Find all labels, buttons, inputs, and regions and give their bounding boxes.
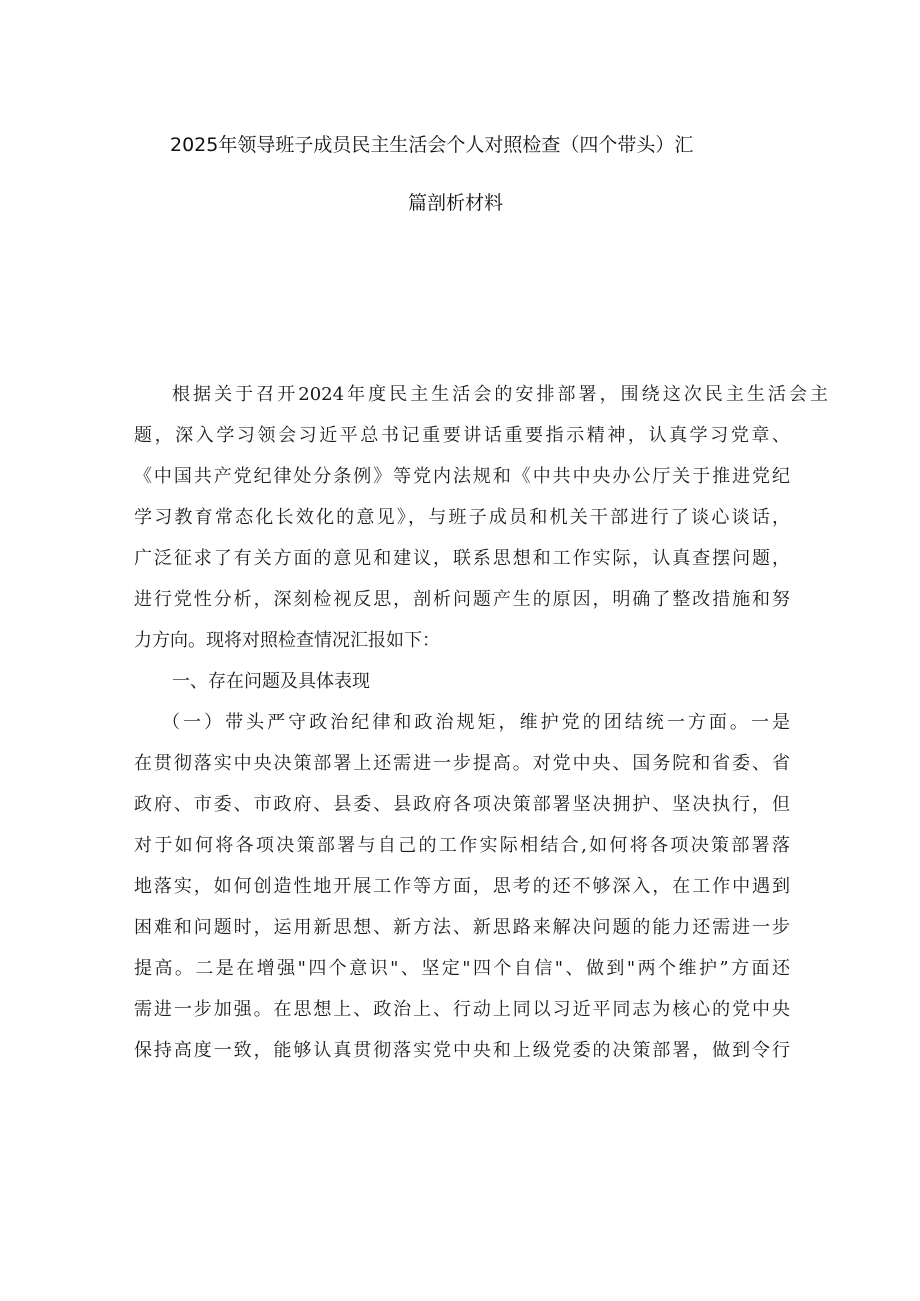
- paragraph-2-line: 提高。二是在增强"四个意识"、坚定"四个自信"、做到"两个维护”方面还: [134, 958, 790, 979]
- paragraph-2-line: 地落实，如何创造性地开展工作等方面，思考的还不够深入，在工作中遇到: [134, 876, 790, 897]
- paragraph-2-line: 对于如何将各项决策部署与自己的工作实际相结合,如何将各项决策部署落: [134, 835, 790, 856]
- paragraph-2-line: 需进一步加强。在思想上、政治上、行动上同以习近平同志为核心的党中央: [134, 999, 790, 1020]
- paragraph-2-line: 保持高度一致，能够认真贯彻落实党中央和上级党委的决策部署，做到令行: [134, 1040, 790, 1061]
- paragraph-2-line: 在贯彻落实中央决策部署上还需进一步提高。对党中央、国务院和省委、省: [134, 753, 790, 774]
- document-title-line-2: 篇剖析材料: [408, 192, 504, 214]
- document-body: [134, 374, 828, 1071]
- paragraph-1-line: 广泛征求了有关方面的意见和建议，联系思想和工作实际，认真查摆问题，: [134, 548, 790, 569]
- paragraph-1-line: 《中国共产党纪律处分条例》等党内法规和《中共中央办公厅关于推进党纪: [134, 466, 790, 487]
- paragraph-1-line: 根据关于召开2024年度民主生活会的安排部署，围绕这次民主生活会主: [172, 384, 828, 405]
- paragraph-1-line: 题，深入学习领会习近平总书记重要讲话重要指示精神，认真学习党章、: [134, 425, 790, 446]
- paragraph-2-line: （一）带头严守政治纪律和政治规矩，维护党的团结统一方面。一是: [162, 712, 790, 733]
- paragraph-1-line: 学习教育常态化长效化的意见》，与班子成员和机关干部进行了谈心谈话，: [134, 507, 790, 528]
- document-title-line-1: 2025年领导班子成员民主生活会个人对照检查（四个带头）汇: [170, 134, 694, 156]
- paragraph-1-line: 进行党性分析，深刻检视反思，剖析问题产生的原因，明确了整改措施和努: [134, 589, 790, 610]
- paragraph-2-line: 政府、市委、市政府、县委、县政府各项决策部署坚决拥护、坚决执行，但: [134, 794, 790, 815]
- section-heading: 一、存在问题及具体表现: [172, 671, 370, 692]
- paragraph-1-line: 力方向。现将对照检查情况汇报如下：: [134, 630, 440, 651]
- paragraph-2-line: 困难和问题时，运用新思想、新方法、新思路来解决问题的能力还需进一步: [134, 917, 790, 938]
